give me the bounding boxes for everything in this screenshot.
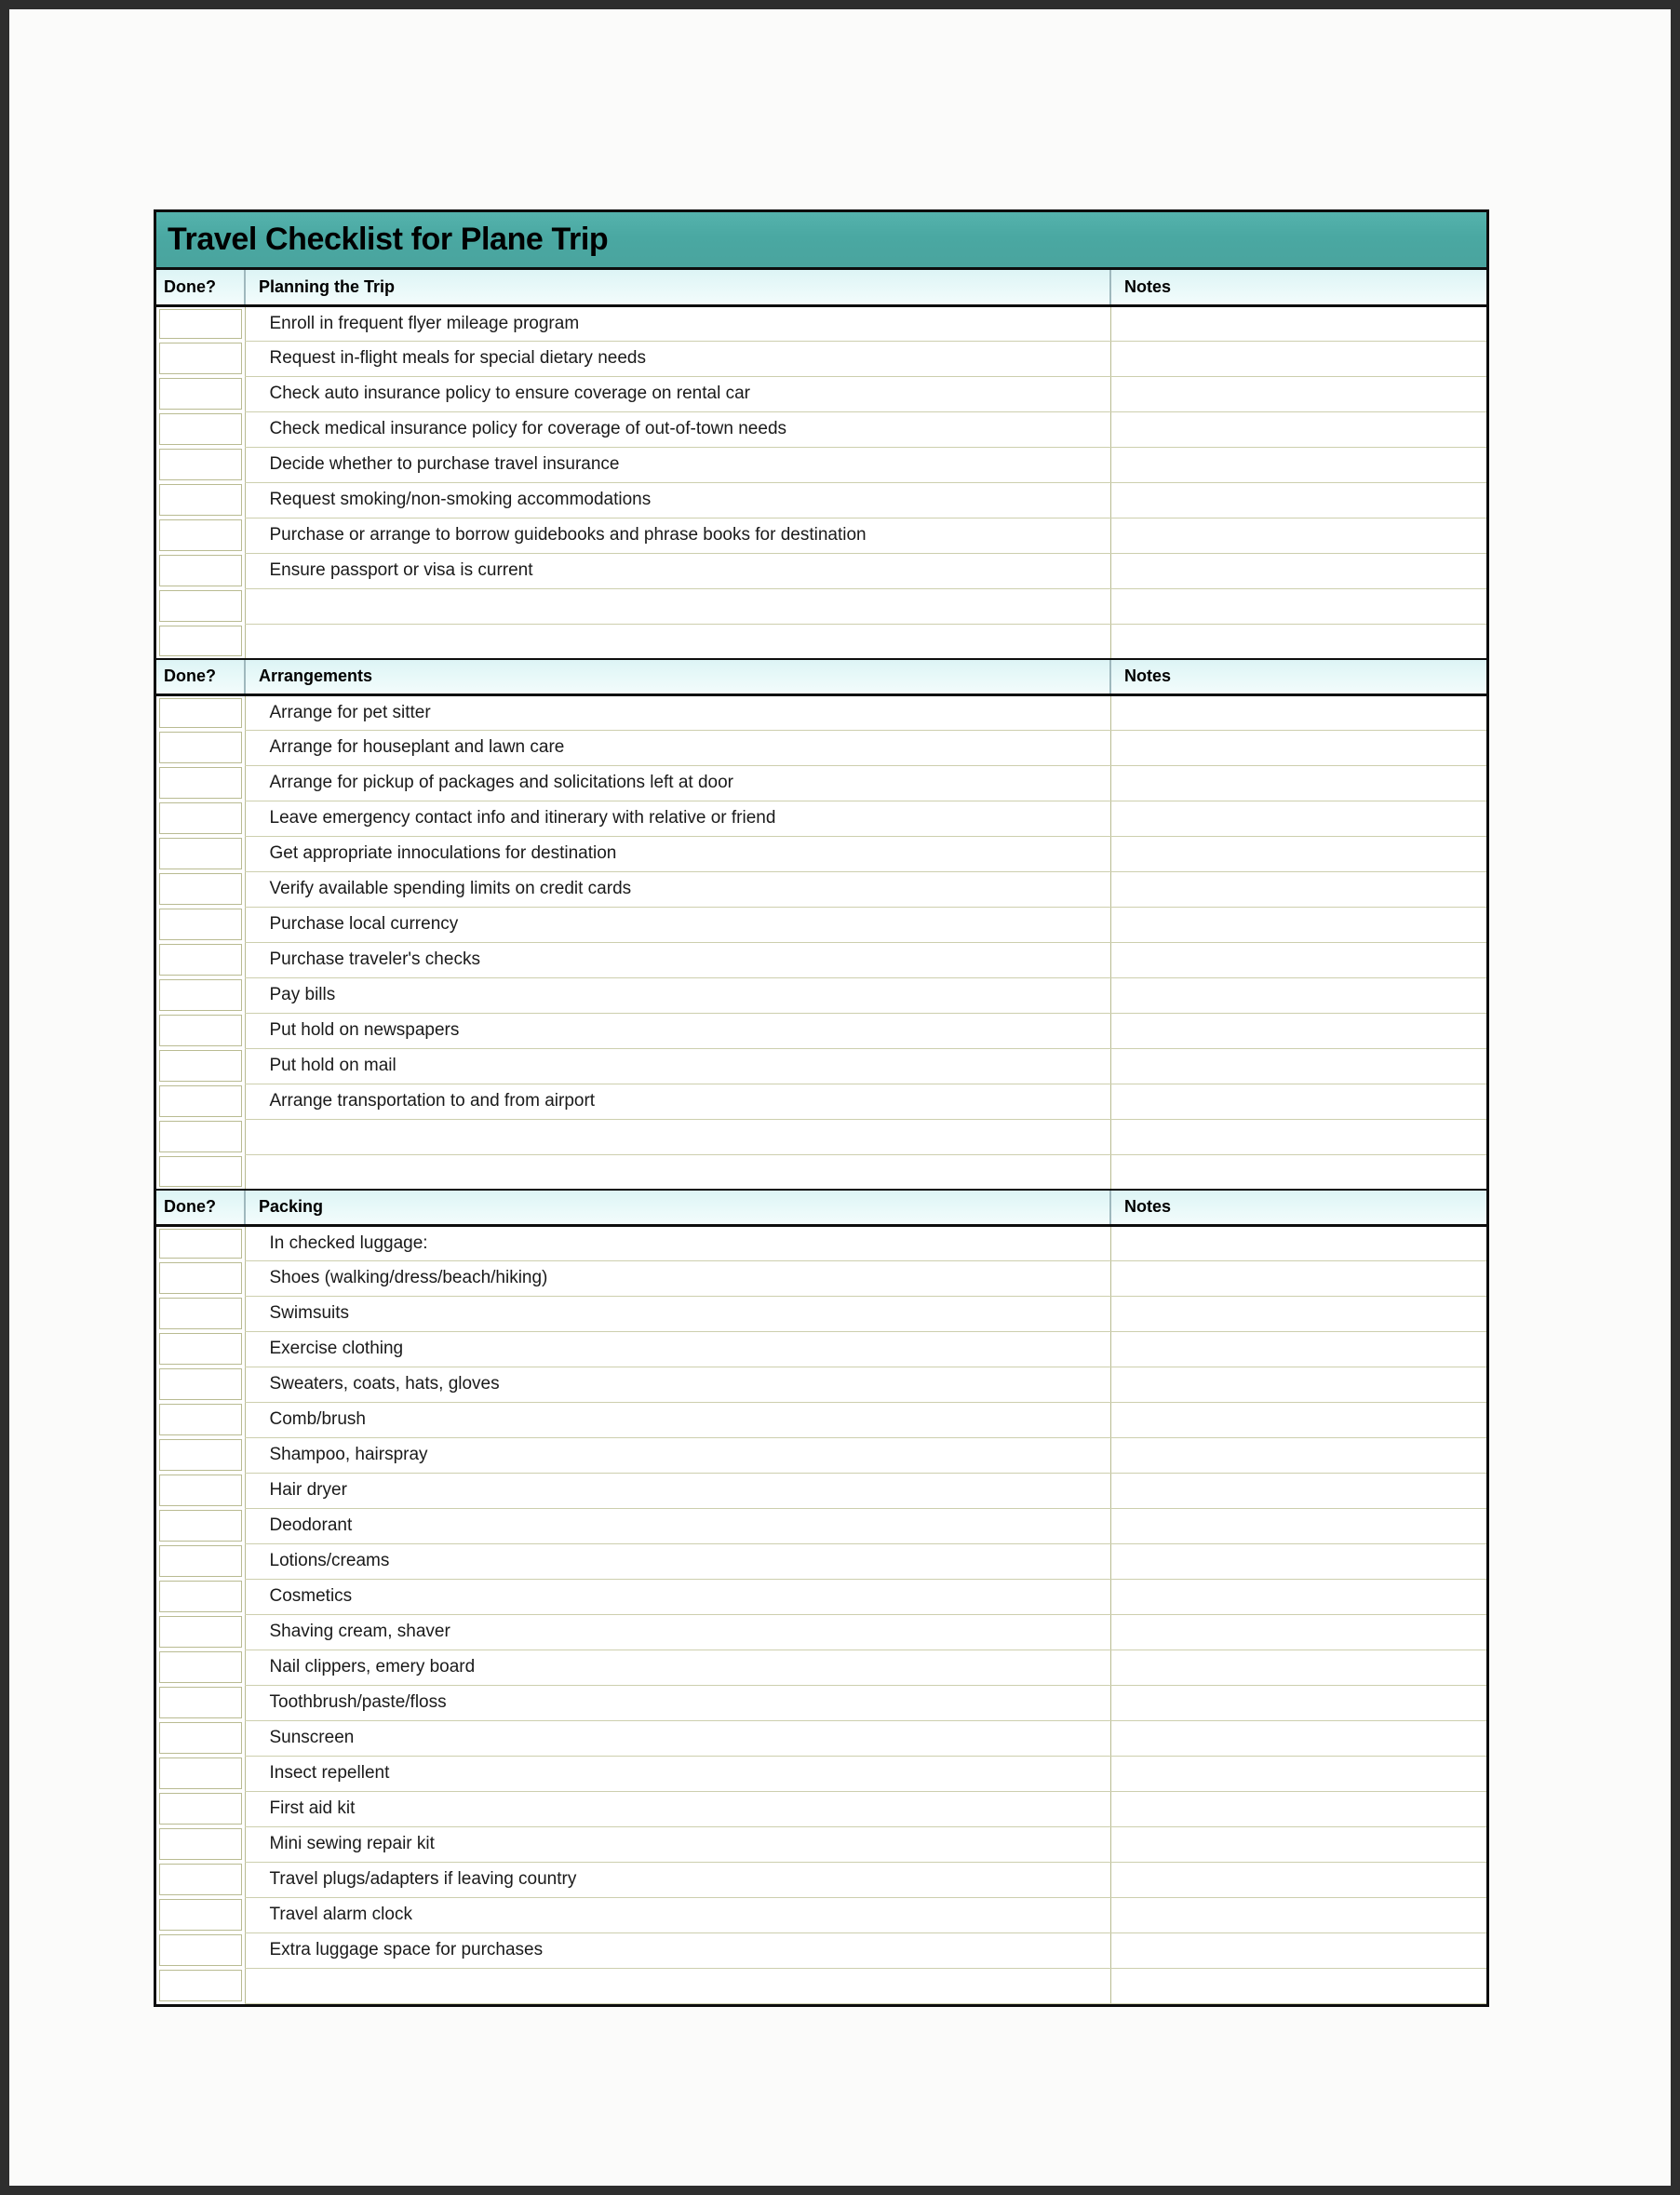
blank-row — [156, 1154, 1486, 1190]
notes-cell[interactable] — [1110, 1473, 1486, 1508]
done-checkbox[interactable] — [159, 343, 242, 374]
done-checkbox[interactable] — [159, 1545, 242, 1577]
done-checkbox[interactable] — [159, 484, 242, 516]
checklist-row — [156, 1331, 1486, 1367]
checklist-item-label[interactable]: Lotions/creams — [245, 1543, 1110, 1579]
checklist-row — [156, 801, 1486, 836]
done-checkbox[interactable] — [159, 413, 242, 445]
checklist-item-label[interactable]: Ensure passport or visa is current — [245, 553, 1110, 588]
checklist-row — [156, 836, 1486, 871]
done-checkbox[interactable] — [159, 590, 242, 622]
done-cell[interactable] — [156, 694, 245, 730]
done-checkbox[interactable] — [159, 1439, 242, 1471]
done-cell[interactable] — [156, 1826, 245, 1862]
done-cell[interactable] — [156, 1968, 245, 2003]
done-checkbox[interactable] — [159, 1616, 242, 1648]
checklist-item-label[interactable]: Extra luggage space for purchases — [245, 1932, 1110, 1968]
checklist-row — [156, 1084, 1486, 1119]
done-cell[interactable] — [156, 1402, 245, 1437]
checklist-item-label[interactable]: Sunscreen — [245, 1720, 1110, 1756]
checklist-item-label[interactable]: Check auto insurance policy to ensure coverage on rental car — [245, 376, 1110, 411]
done-checkbox[interactable] — [159, 1050, 242, 1082]
checklist-row — [156, 1543, 1486, 1579]
checklist-item-label[interactable]: Exercise clothing — [245, 1331, 1110, 1367]
done-cell[interactable] — [156, 1437, 245, 1473]
checklist-row — [156, 482, 1486, 518]
done-cell[interactable] — [156, 730, 245, 765]
checklist-item-label[interactable]: First aid kit — [245, 1791, 1110, 1826]
done-cell[interactable] — [156, 1013, 245, 1048]
done-cell[interactable] — [156, 1897, 245, 1932]
done-cell[interactable] — [156, 871, 245, 907]
done-cell[interactable] — [156, 977, 245, 1013]
checklist-item-label[interactable]: Shoes (walking/dress/beach/hiking) — [245, 1260, 1110, 1296]
column-header-done: Done? — [156, 1190, 245, 1225]
checklist-item-label[interactable]: Swimsuits — [245, 1296, 1110, 1331]
checklist-row — [156, 694, 1486, 730]
done-cell[interactable] — [156, 341, 245, 376]
checklist-item-label[interactable]: Toothbrush/paste/floss — [245, 1685, 1110, 1720]
checklist-item-label[interactable]: Sweaters, coats, hats, gloves — [245, 1367, 1110, 1402]
done-cell[interactable] — [156, 1650, 245, 1685]
notes-cell[interactable] — [1110, 553, 1486, 588]
blank-row — [156, 1119, 1486, 1154]
done-checkbox[interactable] — [159, 732, 242, 763]
notes-cell[interactable] — [1110, 411, 1486, 447]
blank-row — [156, 624, 1486, 659]
notes-cell[interactable] — [1110, 1579, 1486, 1614]
checklist-item-label[interactable]: Check medical insurance policy for coverage of out-of-town needs — [245, 411, 1110, 447]
checklist-item-label[interactable]: Verify available spending limits on credit cards — [245, 871, 1110, 907]
checklist-row — [156, 907, 1486, 942]
checklist-row — [156, 1473, 1486, 1508]
done-cell[interactable] — [156, 411, 245, 447]
done-checkbox[interactable] — [159, 802, 242, 834]
checklist-row — [156, 411, 1486, 447]
checklist-item-label[interactable]: In checked luggage: — [245, 1225, 1110, 1260]
blank-row — [156, 588, 1486, 624]
checklist-item-label[interactable]: Request smoking/non-smoking accommodations — [245, 482, 1110, 518]
checklist-row — [156, 341, 1486, 376]
checklist-row — [156, 1579, 1486, 1614]
done-checkbox[interactable] — [159, 873, 242, 905]
blank-row — [156, 1968, 1486, 2003]
section-header-row — [156, 659, 1486, 694]
done-cell[interactable] — [156, 765, 245, 801]
done-cell[interactable] — [156, 1331, 245, 1367]
checklist-row — [156, 1508, 1486, 1543]
checklist-item-label[interactable]: Enroll in frequent flyer mileage program — [245, 305, 1110, 341]
notes-cell[interactable] — [1110, 730, 1486, 765]
done-cell[interactable] — [156, 1756, 245, 1791]
checklist-item-label[interactable]: Put hold on mail — [245, 1048, 1110, 1084]
done-cell[interactable] — [156, 1543, 245, 1579]
done-checkbox[interactable] — [159, 1934, 242, 1966]
checklist-item-label[interactable]: Leave emergency contact info and itinerary with relative or friend — [245, 801, 1110, 836]
done-cell[interactable] — [156, 553, 245, 588]
done-cell[interactable] — [156, 1296, 245, 1331]
notes-cell[interactable] — [1110, 341, 1486, 376]
checklist-item-label[interactable]: Arrange transportation to and from airport — [245, 1084, 1110, 1119]
done-checkbox[interactable] — [159, 1793, 242, 1825]
checklist-item-label[interactable]: Comb/brush — [245, 1402, 1110, 1437]
done-cell[interactable] — [156, 836, 245, 871]
checklist-row — [156, 1826, 1486, 1862]
done-checkbox[interactable] — [159, 1970, 242, 2001]
checklist-row — [156, 447, 1486, 482]
notes-cell[interactable] — [1110, 624, 1486, 659]
notes-cell[interactable] — [1110, 447, 1486, 482]
notes-cell[interactable] — [1110, 482, 1486, 518]
checklist-item-label[interactable]: Cosmetics — [245, 1579, 1110, 1614]
checklist-item-label[interactable]: Get appropriate innoculations for destination — [245, 836, 1110, 871]
done-checkbox[interactable] — [159, 1722, 242, 1754]
notes-cell[interactable] — [1110, 1650, 1486, 1685]
checklist-row — [156, 1048, 1486, 1084]
checklist-row — [156, 1437, 1486, 1473]
notes-cell[interactable] — [1110, 801, 1486, 836]
checklist-item-label[interactable]: Purchase or arrange to borrow guidebooks and phrase books for destination — [245, 518, 1110, 553]
notes-cell[interactable] — [1110, 1508, 1486, 1543]
section-header-row — [156, 270, 1486, 305]
done-checkbox[interactable] — [159, 449, 242, 480]
done-cell[interactable] — [156, 1862, 245, 1897]
checklist-row — [156, 1225, 1486, 1260]
done-checkbox[interactable] — [159, 1156, 242, 1187]
done-checkbox[interactable] — [159, 1899, 242, 1931]
column-header-done: Done? — [156, 270, 245, 305]
checklist-row — [156, 765, 1486, 801]
section-heading: Arrangements — [245, 659, 1110, 694]
notes-cell[interactable] — [1110, 1968, 1486, 2003]
done-checkbox[interactable] — [159, 1475, 242, 1506]
checklist-item-label[interactable]: Purchase local currency — [245, 907, 1110, 942]
travel-checklist-sheet — [154, 209, 1489, 2007]
empty-item-cell[interactable] — [245, 1119, 1110, 1154]
notes-cell[interactable] — [1110, 1437, 1486, 1473]
checklist-item-label[interactable]: Shampoo, hairspray — [245, 1437, 1110, 1473]
notes-cell[interactable] — [1110, 1367, 1486, 1402]
done-checkbox[interactable] — [159, 309, 242, 340]
done-checkbox[interactable] — [159, 1687, 242, 1718]
empty-item-cell[interactable] — [245, 624, 1110, 659]
notes-cell[interactable] — [1110, 1402, 1486, 1437]
done-checkbox[interactable] — [159, 1828, 242, 1860]
done-cell[interactable] — [156, 482, 245, 518]
notes-cell[interactable] — [1110, 836, 1486, 871]
checklist-row — [156, 1932, 1486, 1968]
checklist-row — [156, 553, 1486, 588]
notes-cell[interactable] — [1110, 942, 1486, 977]
notes-cell[interactable] — [1110, 765, 1486, 801]
done-cell[interactable] — [156, 1473, 245, 1508]
checklist-row — [156, 977, 1486, 1013]
done-checkbox[interactable] — [159, 1404, 242, 1435]
done-checkbox[interactable] — [159, 1333, 242, 1365]
checklist-item-label[interactable]: Travel plugs/adapters if leaving country — [245, 1862, 1110, 1897]
notes-cell[interactable] — [1110, 1791, 1486, 1826]
done-cell[interactable] — [156, 1367, 245, 1402]
done-cell[interactable] — [156, 1119, 245, 1154]
done-cell[interactable] — [156, 1791, 245, 1826]
checklist-item-label[interactable]: Arrange for pickup of packages and solicitations left at door — [245, 765, 1110, 801]
checklist-item-label[interactable]: Deodorant — [245, 1508, 1110, 1543]
empty-item-cell[interactable] — [245, 1968, 1110, 2003]
done-checkbox[interactable] — [159, 626, 242, 656]
checklist-row — [156, 1685, 1486, 1720]
document-page — [9, 9, 1671, 2186]
checklist-row — [156, 1367, 1486, 1402]
checklist-table — [156, 270, 1486, 2004]
checklist-row — [156, 518, 1486, 553]
empty-item-cell[interactable] — [245, 1154, 1110, 1190]
done-cell[interactable] — [156, 1225, 245, 1260]
notes-cell[interactable] — [1110, 1685, 1486, 1720]
checklist-item-label[interactable]: Mini sewing repair kit — [245, 1826, 1110, 1862]
notes-cell[interactable] — [1110, 1614, 1486, 1650]
checklist-row — [156, 1897, 1486, 1932]
notes-cell[interactable] — [1110, 518, 1486, 553]
checklist-item-label[interactable]: Request in-flight meals for special dietary needs — [245, 341, 1110, 376]
done-checkbox[interactable] — [159, 1510, 242, 1542]
done-cell[interactable] — [156, 801, 245, 836]
notes-cell[interactable] — [1110, 1154, 1486, 1190]
done-cell[interactable] — [156, 1048, 245, 1084]
done-checkbox[interactable] — [159, 767, 242, 799]
done-checkbox[interactable] — [159, 1757, 242, 1789]
checklist-item-label[interactable]: Hair dryer — [245, 1473, 1110, 1508]
done-cell[interactable] — [156, 907, 245, 942]
checklist-item-label[interactable]: Purchase traveler's checks — [245, 942, 1110, 977]
done-cell[interactable] — [156, 1720, 245, 1756]
done-checkbox[interactable] — [159, 1085, 242, 1117]
page-title: Travel Checklist for Plane Trip — [168, 222, 609, 257]
done-cell[interactable] — [156, 1154, 245, 1190]
done-checkbox[interactable] — [159, 555, 242, 586]
done-checkbox[interactable] — [159, 838, 242, 869]
checklist-item-label[interactable]: Pay bills — [245, 977, 1110, 1013]
column-header-done: Done? — [156, 659, 245, 694]
done-checkbox[interactable] — [159, 979, 242, 1011]
checklist-row — [156, 730, 1486, 765]
notes-cell[interactable] — [1110, 1331, 1486, 1367]
checklist-item-label[interactable]: Nail clippers, emery board — [245, 1650, 1110, 1685]
done-cell[interactable] — [156, 1579, 245, 1614]
done-cell[interactable] — [156, 1084, 245, 1119]
checklist-row — [156, 1791, 1486, 1826]
notes-cell[interactable] — [1110, 694, 1486, 730]
done-cell[interactable] — [156, 624, 245, 659]
checklist-row — [156, 1260, 1486, 1296]
checklist-row — [156, 1296, 1486, 1331]
notes-cell[interactable] — [1110, 1756, 1486, 1791]
notes-cell[interactable] — [1110, 1897, 1486, 1932]
done-checkbox[interactable] — [159, 1298, 242, 1329]
notes-cell[interactable] — [1110, 1225, 1486, 1260]
notes-cell[interactable] — [1110, 1260, 1486, 1296]
checklist-item-label[interactable]: Arrange for houseplant and lawn care — [245, 730, 1110, 765]
notes-cell[interactable] — [1110, 1084, 1486, 1119]
done-checkbox[interactable] — [159, 1581, 242, 1612]
section-heading: Planning the Trip — [245, 270, 1110, 305]
notes-cell[interactable] — [1110, 977, 1486, 1013]
checklist-row — [156, 1013, 1486, 1048]
done-cell[interactable] — [156, 1932, 245, 1968]
checklist-row — [156, 1720, 1486, 1756]
empty-item-cell[interactable] — [245, 588, 1110, 624]
checklist-row — [156, 376, 1486, 411]
done-cell[interactable] — [156, 1685, 245, 1720]
column-header-notes: Notes — [1110, 1190, 1486, 1225]
notes-cell[interactable] — [1110, 305, 1486, 341]
done-cell[interactable] — [156, 518, 245, 553]
checklist-item-label[interactable]: Arrange for pet sitter — [245, 694, 1110, 730]
checklist-item-label[interactable]: Put hold on newspapers — [245, 1013, 1110, 1048]
checklist-row — [156, 1650, 1486, 1685]
done-cell[interactable] — [156, 305, 245, 341]
done-checkbox[interactable] — [159, 1368, 242, 1400]
section-heading: Packing — [245, 1190, 1110, 1225]
done-cell[interactable] — [156, 1614, 245, 1650]
done-checkbox[interactable] — [159, 698, 242, 729]
checklist-item-label[interactable]: Travel alarm clock — [245, 1897, 1110, 1932]
done-checkbox[interactable] — [159, 1229, 242, 1259]
done-checkbox[interactable] — [159, 378, 242, 410]
done-cell[interactable] — [156, 588, 245, 624]
done-checkbox[interactable] — [159, 909, 242, 940]
checklist-row — [156, 1862, 1486, 1897]
notes-cell[interactable] — [1110, 1720, 1486, 1756]
checklist-row — [156, 1402, 1486, 1437]
notes-cell[interactable] — [1110, 1826, 1486, 1862]
checklist-item-label[interactable]: Insect repellent — [245, 1756, 1110, 1791]
done-checkbox[interactable] — [159, 1864, 242, 1895]
done-cell[interactable] — [156, 942, 245, 977]
notes-cell[interactable] — [1110, 588, 1486, 624]
checklist-row — [156, 942, 1486, 977]
notes-cell[interactable] — [1110, 376, 1486, 411]
done-cell[interactable] — [156, 447, 245, 482]
notes-cell[interactable] — [1110, 1932, 1486, 1968]
checklist-row — [156, 1756, 1486, 1791]
done-checkbox[interactable] — [159, 1651, 242, 1683]
notes-cell[interactable] — [1110, 1013, 1486, 1048]
checklist-item-label[interactable]: Shaving cream, shaver — [245, 1614, 1110, 1650]
done-cell[interactable] — [156, 376, 245, 411]
done-checkbox[interactable] — [159, 1015, 242, 1046]
done-checkbox[interactable] — [159, 944, 242, 976]
notes-cell[interactable] — [1110, 1862, 1486, 1897]
notes-cell[interactable] — [1110, 871, 1486, 907]
done-cell[interactable] — [156, 1508, 245, 1543]
done-cell[interactable] — [156, 1260, 245, 1296]
checklist-row — [156, 871, 1486, 907]
checklist-row — [156, 305, 1486, 341]
done-checkbox[interactable] — [159, 1262, 242, 1294]
column-header-notes: Notes — [1110, 659, 1486, 694]
checklist-row — [156, 1614, 1486, 1650]
notes-cell[interactable] — [1110, 1048, 1486, 1084]
notes-cell[interactable] — [1110, 1119, 1486, 1154]
section-header-row — [156, 1190, 1486, 1225]
notes-cell[interactable] — [1110, 907, 1486, 942]
checklist-item-label[interactable]: Decide whether to purchase travel insurance — [245, 447, 1110, 482]
notes-cell[interactable] — [1110, 1296, 1486, 1331]
done-checkbox[interactable] — [159, 1121, 242, 1152]
column-header-notes: Notes — [1110, 270, 1486, 305]
done-checkbox[interactable] — [159, 519, 242, 551]
notes-cell[interactable] — [1110, 1543, 1486, 1579]
document-title-bar — [156, 212, 1486, 270]
